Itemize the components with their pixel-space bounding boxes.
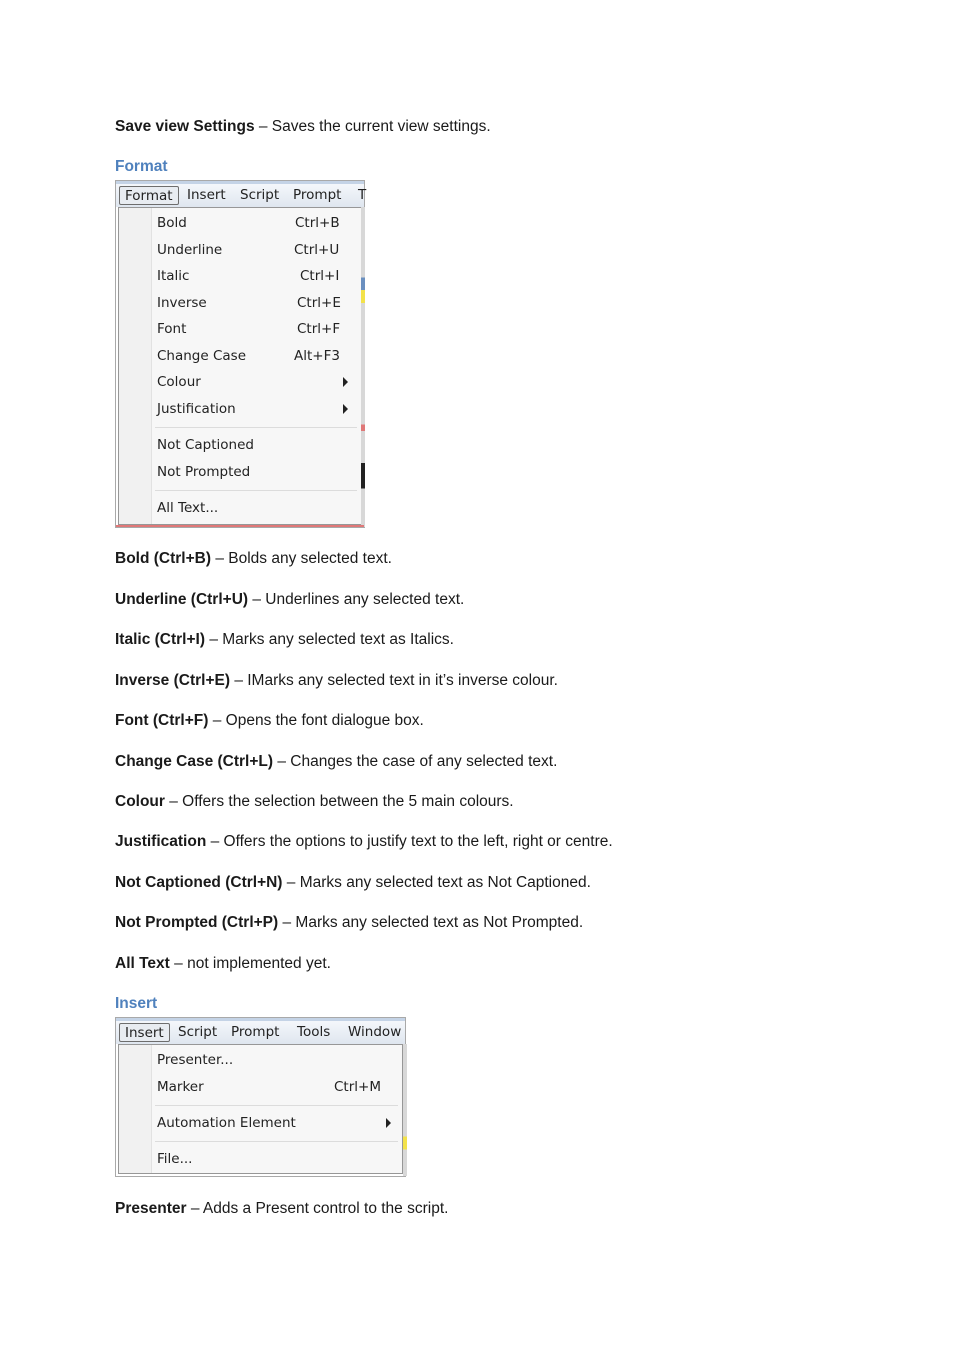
icon-gutter (119, 1045, 152, 1173)
menu-item-change-case[interactable]: Change Case (157, 348, 247, 364)
term: Justification (115, 833, 207, 850)
shortcut-font: Ctrl+F (297, 321, 341, 337)
menubar-prompt[interactable]: Prompt (231, 1024, 280, 1040)
desc-underline (115, 590, 464, 610)
description: – Adds a Present control to the script. (186, 1200, 449, 1217)
menubar-script[interactable]: Script (178, 1024, 218, 1040)
description: – Opens the font dialogue box. (208, 712, 424, 729)
menubar-insert[interactable]: Insert (119, 1023, 170, 1042)
menu-item-file[interactable]: File... (157, 1151, 193, 1167)
background-window-edge (116, 525, 364, 527)
format-menu-screenshot (115, 180, 365, 528)
menu-item-bold[interactable]: Bold (157, 215, 187, 231)
desc-colour (115, 792, 514, 812)
description: – Marks any selected text as Not Captioned. (282, 874, 591, 891)
description: – Offers the options to justify text to the left, right or centre. (206, 833, 613, 850)
menu-item-not-prompted[interactable]: Not Prompted (157, 464, 251, 480)
desc-not-captioned (115, 873, 591, 893)
term: All Text (115, 955, 170, 972)
term: Not Prompted (Ctrl+P) (115, 914, 279, 931)
menubar-format[interactable]: Format (119, 186, 179, 205)
term: Bold (Ctrl+B) (115, 550, 212, 567)
menu-item-font[interactable]: Font (157, 321, 187, 337)
menu-bar (116, 181, 367, 207)
desc-not-prompted (115, 913, 583, 933)
menu-item-inverse[interactable]: Inverse (157, 295, 207, 311)
insert-dropdown (118, 1044, 403, 1174)
icon-gutter (119, 208, 152, 524)
desc-justification (115, 832, 613, 852)
menu-item-all-text[interactable]: All Text... (157, 500, 219, 516)
description: – Underlines any selected text. (248, 591, 465, 608)
term: Presenter (115, 1200, 187, 1217)
shortcut-italic: Ctrl+I (300, 268, 340, 284)
desc-inverse (115, 671, 558, 691)
shortcut-bold: Ctrl+B (295, 215, 340, 231)
description: – Saves the current view settings. (254, 118, 491, 135)
description: – Changes the case of any selected text. (273, 753, 558, 770)
menu-item-italic[interactable]: Italic (157, 268, 190, 284)
term: Underline (Ctrl+U) (115, 591, 249, 608)
menu-item-marker[interactable]: Marker (157, 1079, 204, 1095)
term: Italic (Ctrl+I) (115, 631, 206, 648)
description: – IMarks any selected text in it’s inverse colour. (230, 672, 558, 689)
menubar-window[interactable]: Window (348, 1024, 402, 1040)
shortcut-inverse: Ctrl+E (297, 295, 341, 311)
menu-separator (155, 1105, 398, 1106)
description: – Bolds any selected text. (211, 550, 392, 567)
desc-change-case (115, 752, 557, 772)
insert-menu-screenshot (115, 1017, 406, 1177)
menu-separator (155, 427, 357, 428)
term: Inverse (Ctrl+E) (115, 672, 231, 689)
menu-bar (116, 1018, 405, 1044)
menu-item-not-captioned[interactable]: Not Captioned (157, 437, 254, 453)
term: Change Case (Ctrl+L) (115, 753, 274, 770)
term: Save view Settings (115, 118, 255, 135)
insert-heading: Insert (115, 995, 158, 1012)
shortcut-underline: Ctrl+U (294, 242, 340, 258)
menu-separator (155, 1141, 398, 1142)
menu-item-presenter[interactable]: Presenter... (157, 1052, 234, 1068)
menubar-insert[interactable]: Insert (187, 187, 226, 203)
shortcut-marker: Ctrl+M (334, 1079, 381, 1095)
menu-separator (155, 490, 357, 491)
menubar-truncated[interactable]: T (358, 187, 367, 203)
background-window-edge (361, 207, 365, 527)
format-dropdown (118, 207, 362, 525)
description: – Marks any selected text as Not Prompted. (278, 914, 584, 931)
desc-font (115, 711, 424, 731)
term: Colour (115, 793, 165, 810)
desc-presenter (115, 1199, 448, 1219)
menu-item-underline[interactable]: Underline (157, 242, 223, 258)
desc-all-text (115, 954, 331, 974)
desc-bold (115, 549, 392, 569)
desc-italic (115, 630, 454, 650)
format-heading: Format (115, 158, 168, 175)
menubar-tools[interactable]: Tools (297, 1024, 331, 1040)
menu-item-colour[interactable]: Colour (157, 374, 201, 390)
description: – Offers the selection between the 5 main colours. (164, 793, 514, 810)
term: Not Captioned (Ctrl+N) (115, 874, 283, 891)
description: – Marks any selected text as Italics. (205, 631, 454, 648)
save-view-settings-paragraph (115, 117, 491, 137)
menubar-prompt[interactable]: Prompt (293, 187, 342, 203)
background-window-edge (403, 1044, 407, 1176)
menu-item-automation-element[interactable]: Automation Element (157, 1115, 296, 1131)
menubar-script[interactable]: Script (240, 187, 280, 203)
submenu-arrow-icon (343, 404, 348, 414)
shortcut-change-case: Alt+F3 (294, 348, 340, 364)
term: Font (Ctrl+F) (115, 712, 209, 729)
submenu-arrow-icon (386, 1118, 391, 1128)
description: – not implemented yet. (169, 955, 331, 972)
menu-item-justification[interactable]: Justification (157, 401, 236, 417)
submenu-arrow-icon (343, 377, 348, 387)
